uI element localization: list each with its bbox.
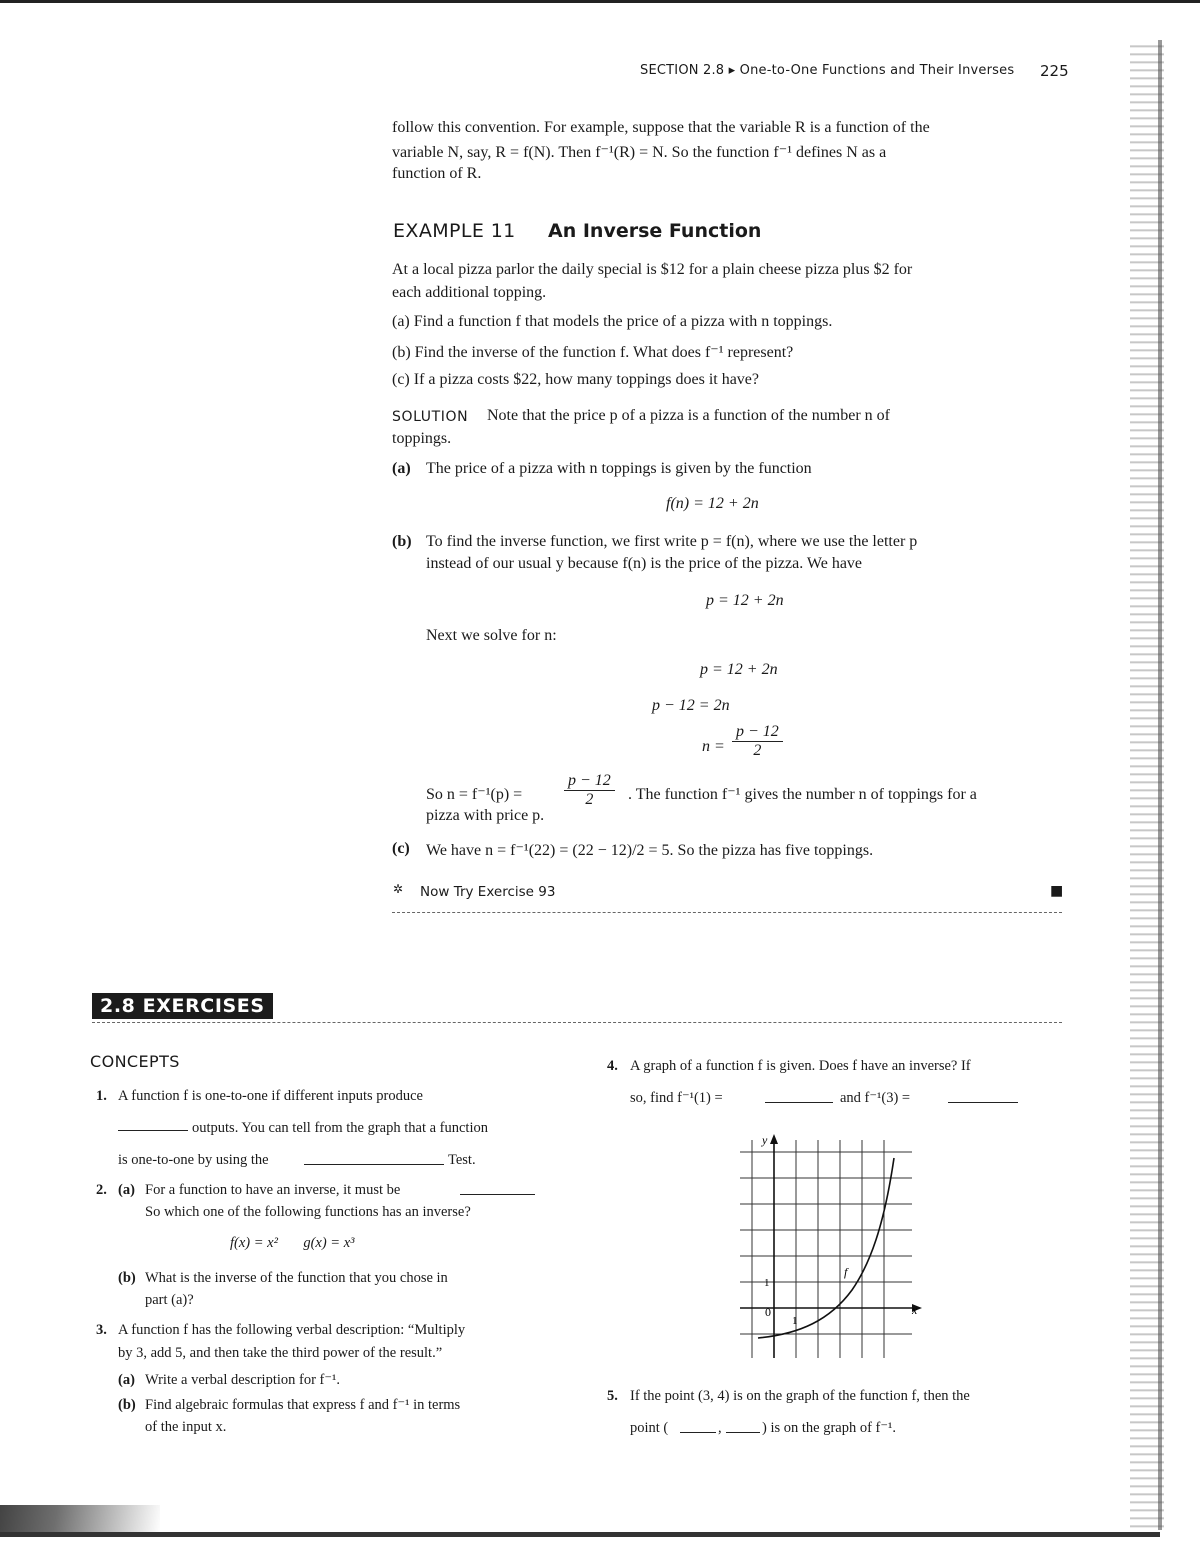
q2-function-choices: f(x) = x² g(x) = x³	[230, 1235, 355, 1251]
q2-a-line-2: So which one of the following functions has an inverse?	[145, 1204, 471, 1220]
q3-line-1: A function f has the following verbal description: “Multiply	[118, 1322, 466, 1338]
solve-step-2: p − 12 = 2n	[652, 697, 730, 714]
q2-number: 2.	[96, 1182, 107, 1198]
q3-number: 3.	[96, 1322, 107, 1338]
solution-a-label: (a)	[392, 460, 411, 477]
equation-p: p = 12 + 2n	[706, 592, 784, 609]
q5-line-2b: ) is on the graph of f⁻¹.	[762, 1420, 897, 1436]
q1-line-3b: Test.	[448, 1152, 476, 1168]
intro-line-1: follow this convention. For example, suppose that the variable R is a function of the	[392, 119, 930, 136]
q5-line-2a: point (	[630, 1420, 669, 1436]
so-line-lhs: So n = f⁻¹(p) =	[426, 786, 523, 803]
intro-line-2: variable N, say, R = f(N). Then f⁻¹(R) = N. So the function f⁻¹ defines N as a	[392, 144, 887, 161]
solution-c-label: (c)	[392, 840, 410, 857]
q3-b-line-1: Find algebraic formulas that express f and f⁻¹ in terms	[145, 1397, 461, 1413]
q3-line-2: by 3, add 5, and then take the third power of the result.”	[118, 1345, 443, 1361]
q4-graph	[740, 1130, 940, 1365]
q1-line-3a: is one-to-one by using the	[118, 1152, 269, 1168]
q5-blank-x[interactable]	[680, 1420, 716, 1433]
solution-b-text-1: To find the inverse function, we first write p = f(n), where we use the letter p	[426, 533, 918, 550]
y-axis-arrow	[770, 1134, 778, 1144]
example-part-a: (a) Find a function f that models the price of a pizza with n toppings.	[392, 313, 833, 330]
concepts-heading: CONCEPTS	[90, 1052, 180, 1071]
fraction-denominator: 2	[753, 742, 762, 759]
scan-top-edge	[0, 0, 1200, 3]
solve-step-3-fraction	[732, 723, 783, 760]
q4-line-1: A graph of a function f is given. Does f have an inverse? If	[630, 1058, 971, 1074]
q1-number: 1.	[96, 1088, 107, 1104]
q4-line-2b: and f⁻¹(3) =	[840, 1090, 911, 1106]
example-part-c: (c) If a pizza costs $22, how many toppings does it have?	[392, 371, 760, 388]
q2-b-line-1: What is the inverse of the function that you chose in	[145, 1270, 448, 1286]
equation-f-of-n: f(n) = 12 + 2n	[666, 495, 759, 512]
q2-a-label: (a)	[118, 1182, 135, 1198]
curve-label: f	[844, 1265, 848, 1279]
solution-intro-2: toppings.	[392, 430, 452, 447]
function-curve	[758, 1158, 894, 1338]
q3-b-line-2: of the input x.	[145, 1419, 227, 1435]
q1-blank-1[interactable]	[118, 1118, 188, 1131]
q2-b-line-2: part (a)?	[145, 1292, 194, 1308]
q3-a-text: Write a verbal description for f⁻¹.	[145, 1372, 341, 1388]
q4-blank-1[interactable]	[765, 1090, 833, 1103]
q5-comma: ,	[718, 1420, 722, 1436]
example-statement-1: At a local pizza parlor the daily special is $12 for a plain cheese pizza plus $2 for	[392, 261, 913, 278]
q1-blank-2[interactable]	[304, 1152, 444, 1165]
solution-label: SOLUTION	[392, 409, 469, 425]
scan-corner-smudge	[0, 1505, 160, 1535]
so-line-rhs: . The function f⁻¹ gives the number n of toppings for a	[628, 786, 977, 803]
example-end-rule	[392, 912, 1062, 914]
y-tick-label: 1	[764, 1277, 770, 1289]
now-try-icon: ✲	[393, 882, 404, 896]
q3-a-label: (a)	[118, 1372, 135, 1388]
example-title: An Inverse Function	[548, 220, 762, 242]
q1-line-1: A function f is one-to-one if different inputs produce	[118, 1088, 423, 1104]
x-axis-label: x	[912, 1303, 918, 1317]
exercises-banner: 2.8 EXERCISES	[92, 993, 273, 1019]
solve-step-1: p = 12 + 2n	[700, 661, 778, 678]
solution-b-label: (b)	[392, 533, 412, 550]
now-try-link[interactable]: Now Try Exercise 93	[420, 884, 556, 900]
example-label: EXAMPLE 11	[393, 220, 516, 242]
q5-blank-y[interactable]	[726, 1420, 760, 1433]
q2-blank[interactable]	[460, 1182, 535, 1195]
end-of-example-mark: ■	[1050, 883, 1064, 899]
page-number: 225	[1040, 62, 1069, 80]
q4-blank-2[interactable]	[948, 1090, 1018, 1103]
solution-intro-1: Note that the price p of a pizza is a function of the number n of	[487, 407, 890, 424]
scan-bottom-edge	[0, 1532, 1160, 1537]
solution-c-text: We have n = f⁻¹(22) = (22 − 12)/2 = 5. So the pizza has five toppings.	[426, 842, 874, 859]
scan-binding-line	[1158, 40, 1162, 1530]
q5-line-1: If the point (3, 4) is on the graph of the function f, then the	[630, 1388, 970, 1404]
solution-b-text-2: instead of our usual y because f(n) is the price of the pizza. We have	[426, 555, 863, 572]
q4-number: 4.	[607, 1058, 618, 1074]
exercises-rule	[92, 1022, 1062, 1024]
q2-b-label: (b)	[118, 1270, 136, 1286]
fraction-numerator: p − 12	[732, 723, 783, 742]
solve-step-3-lhs: n =	[702, 738, 725, 755]
next-solve-text: Next we solve for n:	[426, 627, 557, 644]
so-line-fraction	[564, 772, 615, 809]
so-fraction-denominator: 2	[585, 791, 594, 808]
q5-number: 5.	[607, 1388, 618, 1404]
intro-line-3: function of R.	[392, 165, 482, 182]
so-line-2: pizza with price p.	[426, 807, 545, 824]
q4-line-2a: so, find f⁻¹(1) =	[630, 1090, 723, 1106]
q3-b-label: (b)	[118, 1397, 136, 1413]
example-statement-2: each additional topping.	[392, 284, 547, 301]
so-fraction-numerator: p − 12	[564, 772, 615, 791]
y-axis-label: y	[762, 1133, 768, 1147]
running-head: SECTION 2.8 ▸ One-to-One Functions and Their Inverses	[640, 63, 1015, 78]
example-part-b: (b) Find the inverse of the function f. What does f⁻¹ represent?	[392, 344, 794, 361]
q2-a-line-1: For a function to have an inverse, it must be	[145, 1182, 401, 1198]
x-tick-label: 1	[792, 1315, 798, 1327]
q1-line-2: outputs. You can tell from the graph that a function	[192, 1120, 488, 1136]
origin-label: 0	[765, 1305, 771, 1319]
solution-a-text: The price of a pizza with n toppings is given by the function	[426, 460, 812, 477]
